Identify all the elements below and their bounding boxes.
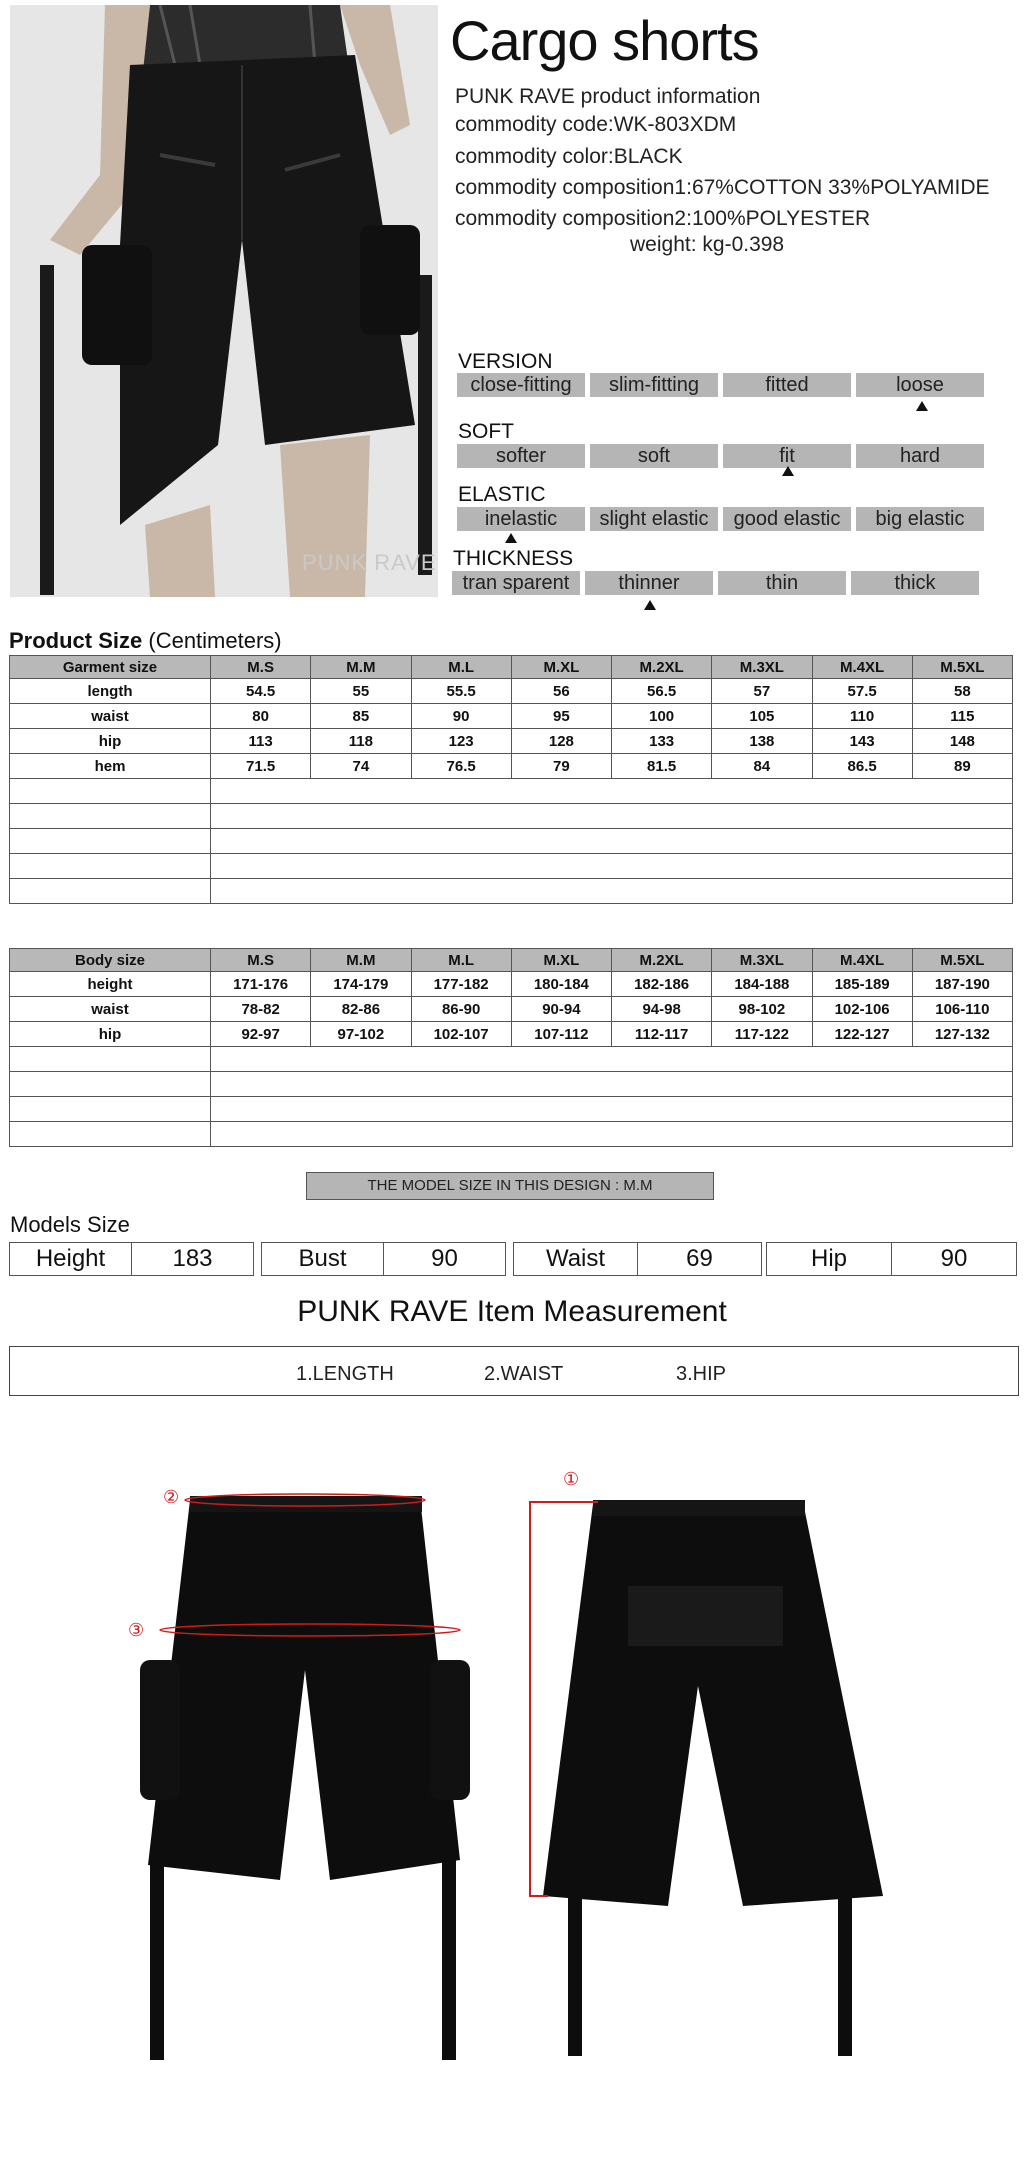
- table-cell: 89: [912, 754, 1012, 779]
- model-height-value: 183: [131, 1242, 254, 1276]
- size-col: M.5XL: [912, 656, 1012, 679]
- size-col: M.4XL: [812, 656, 912, 679]
- weight-value: kg-0.398: [702, 233, 785, 256]
- model-bust-value: 90: [383, 1242, 506, 1276]
- table-cell: 55: [311, 679, 411, 704]
- table-cell: 171-176: [211, 972, 311, 997]
- composition-1-label: commodity composition1:: [455, 176, 692, 199]
- composition-1-value: 67%COTTON 33%POLYAMIDE: [691, 176, 990, 199]
- size-col: M.3XL: [712, 656, 812, 679]
- table-cell: 79: [511, 754, 611, 779]
- table-cell: 56: [511, 679, 611, 704]
- attr-elastic-label: ELASTIC: [458, 483, 546, 506]
- marker-waist: ②: [163, 1487, 180, 1507]
- table-row: [10, 754, 1013, 779]
- table-cell: 84: [712, 754, 812, 779]
- model-hip-label: Hip: [766, 1242, 892, 1276]
- commodity-code: [455, 113, 736, 137]
- row-label: hip: [10, 1022, 211, 1047]
- empty-row: [10, 879, 1013, 904]
- table-cell: 180-184: [511, 972, 611, 997]
- size-col: M.3XL: [712, 949, 812, 972]
- attr-version-label: VERSION: [458, 350, 553, 373]
- table-cell: 82-86: [311, 997, 411, 1022]
- table-cell: 85: [311, 704, 411, 729]
- commodity-color: [455, 145, 683, 169]
- table-cell: 102-107: [411, 1022, 511, 1047]
- soft-option-soft: soft: [590, 444, 718, 468]
- thickness-selected-marker: [644, 600, 656, 610]
- elastic-option-slight-elastic: slight elastic: [590, 507, 718, 531]
- measurement-item-hip: 3.HIP: [676, 1363, 727, 1385]
- soft-selected-marker: [782, 466, 794, 476]
- table-cell: 105: [712, 704, 812, 729]
- table-cell: 133: [612, 729, 712, 754]
- composition-2-value: 100%POLYESTER: [691, 207, 871, 230]
- size-col: M.L: [411, 656, 511, 679]
- row-label: waist: [10, 704, 211, 729]
- table-cell: 112-117: [612, 1022, 712, 1047]
- table-cell: 127-132: [912, 1022, 1012, 1047]
- table-cell: 78-82: [211, 997, 311, 1022]
- model-hip-value: 90: [891, 1242, 1017, 1276]
- commodity-color-value: BLACK: [613, 145, 683, 168]
- size-col: M.XL: [511, 656, 611, 679]
- size-col: M.2XL: [612, 656, 712, 679]
- product-size-title: [9, 628, 282, 654]
- row-label: height: [10, 972, 211, 997]
- table-cell: 71.5: [211, 754, 311, 779]
- model-waist-value: 69: [637, 1242, 762, 1276]
- row-label: hip: [10, 729, 211, 754]
- commodity-code-label: commodity code:: [455, 113, 614, 136]
- table-row: [10, 704, 1013, 729]
- table-cell: 185-189: [812, 972, 912, 997]
- model-bust-label: Bust: [261, 1242, 384, 1276]
- table-row: [10, 1022, 1013, 1047]
- size-col: M.L: [411, 949, 511, 972]
- empty-row: [10, 1047, 1013, 1072]
- measurement-title: PUNK RAVE Item Measurement: [297, 1295, 727, 1328]
- model-waist-label: Waist: [513, 1242, 638, 1276]
- table-cell: 107-112: [511, 1022, 611, 1047]
- table-cell: 115: [912, 704, 1012, 729]
- models-size-title: Models Size: [10, 1212, 130, 1237]
- empty-row: [10, 1097, 1013, 1122]
- table-cell: 57: [712, 679, 812, 704]
- soft-option-fit: fit: [723, 444, 851, 468]
- table-cell: 128: [511, 729, 611, 754]
- model-wearing-shorts-illustration: [10, 5, 438, 597]
- table-cell: 174-179: [311, 972, 411, 997]
- size-col: M.5XL: [912, 949, 1012, 972]
- table-cell: 100: [612, 704, 712, 729]
- soft-option-softer: softer: [457, 444, 585, 468]
- size-col: M.M: [311, 949, 411, 972]
- table-cell: 86-90: [411, 997, 511, 1022]
- attr-soft-label: SOFT: [458, 420, 514, 443]
- table-cell: 113: [211, 729, 311, 754]
- table-cell: 76.5: [411, 754, 511, 779]
- elastic-option-inelastic: inelastic: [457, 507, 585, 531]
- shorts-front-shape: [148, 1498, 460, 1880]
- table-cell: 110: [812, 704, 912, 729]
- header-label: Garment size: [10, 656, 211, 679]
- table-cell: 80: [211, 704, 311, 729]
- table-cell: 187-190: [912, 972, 1012, 997]
- table-cell: 182-186: [612, 972, 712, 997]
- table-cell: 98-102: [712, 997, 812, 1022]
- table-cell: 90-94: [511, 997, 611, 1022]
- table-cell: 54.5: [211, 679, 311, 704]
- size-col: M.M: [311, 656, 411, 679]
- product-weight: [630, 233, 784, 257]
- composition-2-label: commodity composition2:: [455, 207, 692, 230]
- row-label: hem: [10, 754, 211, 779]
- thickness-option-thin: thin: [718, 571, 846, 595]
- size-col: M.XL: [511, 949, 611, 972]
- elastic-selected-marker: [505, 533, 517, 543]
- shorts-back-diagram: [528, 1496, 888, 2070]
- marker-hip: ③: [128, 1620, 145, 1640]
- empty-row: [10, 804, 1013, 829]
- size-col: M.S: [211, 656, 311, 679]
- commodity-composition-2: [455, 207, 870, 231]
- table-cell: 117-122: [712, 1022, 812, 1047]
- table-row: [10, 972, 1013, 997]
- commodity-composition-1: [455, 176, 990, 200]
- soft-option-hard: hard: [856, 444, 984, 468]
- table-cell: 55.5: [411, 679, 511, 704]
- table-row: [10, 729, 1013, 754]
- table-cell: 177-182: [411, 972, 511, 997]
- table-cell: 122-127: [812, 1022, 912, 1047]
- empty-row: [10, 1122, 1013, 1147]
- info-heading: PUNK RAVE product information: [455, 85, 761, 108]
- elastic-option-good-elastic: good elastic: [723, 507, 851, 531]
- table-cell: 86.5: [812, 754, 912, 779]
- version-option-close-fitting: close-fitting: [457, 373, 585, 397]
- model-height-label: Height: [9, 1242, 132, 1276]
- version-option-fitted: fitted: [723, 373, 851, 397]
- table-cell: 92-97: [211, 1022, 311, 1047]
- table-cell: 97-102: [311, 1022, 411, 1047]
- marker-length: ①: [563, 1469, 580, 1489]
- table-cell: 102-106: [812, 997, 912, 1022]
- table-cell: 81.5: [612, 754, 712, 779]
- table-cell: 95: [511, 704, 611, 729]
- shorts-front-diagram: [120, 1480, 480, 2070]
- size-col: M.2XL: [612, 949, 712, 972]
- table-cell: 138: [712, 729, 812, 754]
- row-label: waist: [10, 997, 211, 1022]
- shorts-back-shape: [543, 1502, 883, 1906]
- size-col: M.4XL: [812, 949, 912, 972]
- watermark-text: PUNK RAVE: [302, 550, 437, 575]
- empty-row: [10, 854, 1013, 879]
- product-size-table: [9, 655, 1013, 904]
- body-size-table: [9, 948, 1013, 1147]
- table-header-row: [10, 656, 1013, 679]
- product-photo: [10, 5, 438, 597]
- product-title: Cargo shorts: [450, 9, 759, 72]
- thickness-option-thick: thick: [851, 571, 979, 595]
- table-cell: 58: [912, 679, 1012, 704]
- version-selected-marker: [916, 401, 928, 411]
- commodity-code-value: WK-803XDM: [613, 113, 737, 136]
- product-size-title-text: Product Size: [9, 628, 143, 653]
- table-cell: 143: [812, 729, 912, 754]
- row-label: length: [10, 679, 211, 704]
- table-cell: 118: [311, 729, 411, 754]
- empty-row: [10, 1072, 1013, 1097]
- elastic-option-big-elastic: big elastic: [856, 507, 984, 531]
- table-cell: 90: [411, 704, 511, 729]
- empty-row: [10, 829, 1013, 854]
- table-header-row: [10, 949, 1013, 972]
- product-size-unit: (Centimeters): [148, 628, 282, 653]
- table-cell: 148: [912, 729, 1012, 754]
- measurement-item-waist: 2.WAIST: [484, 1363, 564, 1385]
- table-cell: 184-188: [712, 972, 812, 997]
- attr-thickness-label: THICKNESS: [453, 547, 574, 570]
- table-cell: 123: [411, 729, 511, 754]
- table-cell: 74: [311, 754, 411, 779]
- header-label: Body size: [10, 949, 211, 972]
- table-cell: 94-98: [612, 997, 712, 1022]
- thickness-option-thinner: thinner: [585, 571, 713, 595]
- table-cell: 56.5: [612, 679, 712, 704]
- commodity-color-label: commodity color:: [455, 145, 614, 168]
- table-row: [10, 997, 1013, 1022]
- size-col: M.S: [211, 949, 311, 972]
- table-cell: 106-110: [912, 997, 1012, 1022]
- thickness-option-transparent: tran sparent: [452, 571, 580, 595]
- table-cell: 57.5: [812, 679, 912, 704]
- model-size-banner: THE MODEL SIZE IN THIS DESIGN : M.M: [306, 1172, 714, 1200]
- measurement-item-length: 1.LENGTH: [296, 1363, 394, 1385]
- version-option-loose: loose: [856, 373, 984, 397]
- empty-row: [10, 779, 1013, 804]
- weight-label: weight:: [630, 233, 697, 256]
- table-row: [10, 679, 1013, 704]
- version-option-slim-fitting: slim-fitting: [590, 373, 718, 397]
